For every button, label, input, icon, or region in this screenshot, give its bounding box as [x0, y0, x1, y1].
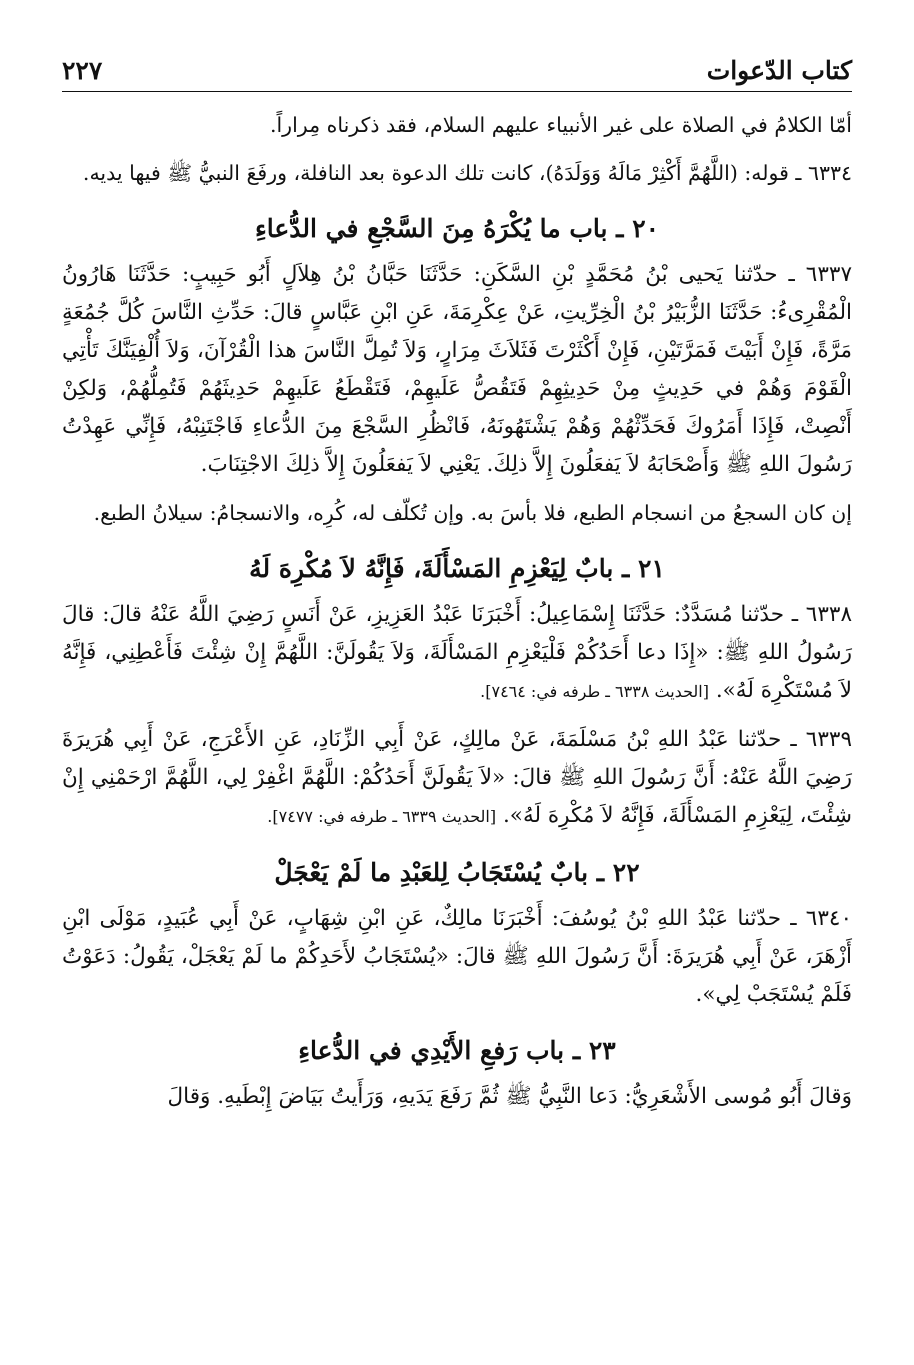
hadith-paragraph: ٦٣٤٠ ـ حدّثنا عَبْدُ اللهِ بْنُ يُوسُفَ: أَخْبَرَنَا مالِكٌ، عَنِ ابْنِ شِهَابٍ، عَنْ أَبِي عُبَيدٍ، مَوْلَى ابْنِ أَزْهَرَ، عَنْ أَبِي هُرَيرَةَ: أَنَّ رَسُولَ اللهِ ﷺ قالَ: «يُسْتَجَابُ لأَحَدِكُمْ ما لَمْ يَعْجَلْ، يَقُولُ: دَعَوْتُ فَلَمْ يُسْتَجَبْ لِي». — [62, 906, 852, 1007]
commentary-paragraph: إن كان السجعُ من انسجام الطبع، فلا بأسَ به. وإن تُكلّف له، كُرِه، والانسجامُ: سيلانُ الطبع. — [93, 501, 852, 525]
hadith-paragraph: ٦٣٣٧ ـ حدّثنا يَحيى بْنُ مُحَمَّدٍ بْنِ السَّكَنِ: حَدَّثَنَا حَبَّانُ بْنُ هِلاَلٍ أَبُو حَبِيبٍ: حَدَّثَنَا هَارُونُ الْمُقْرِىءُ: حَدَّثَنَا الزُّبَيْرُ بْنُ الْخِرِّيتِ، عَنْ عِكْرِمَةَ، عَنِ ابْنِ عَبَّاسٍ قالَ: حَدِّثِ النَّاسَ كُلَّ جُمُعَةٍ مَرَّةً، فَإِنْ أَبَيْتَ فَمَرَّتَيْنِ، فَإِنْ أَكْثَرْتَ فَثَلاَثَ مِرَارٍ، وَلاَ تُمِلَّ النَّاسَ هذا الْقُرْآنَ، وَلاَ أُلْفِيَنَّكَ تَأْتِي الْقَوْمَ وَهُمْ في حَدِيثٍ مِنْ حَدِيثِهِمْ فَتَقُصُّ عَلَيهِمْ، فَتَقْطَعُ عَلَيهِمْ حَدِيثَهُمْ فَتُمِلُّهُمْ، وَلكِنْ أَنْصِتْ، فَإِذَا أَمَرُوكَ فَحَدِّثْهُمْ وَهُمْ يَشْتَهُونَهُ، فَانْظُرِ السَّجْعَ مِنَ الدُّعاءِ فَاجْتَنِبْهُ، فَإِنِّي عَهِدْتُ رَسُولَ اللهِ ﷺ وَأَصْحَابَهُ لاَ يَفعَلُونَ إِلاَّ ذلِكَ. يَعْنِي لاَ يَفعَلُونَ إِلاَّ ذلِكَ الاجْتِنَابَ. — [62, 262, 852, 477]
chapter-heading: ٢١ ـ بابٌ لِيَعْزِمِ المَسْأَلَةَ، فَإِنَّهُ لاَ مُكْرِهَ لَهُ — [249, 554, 665, 583]
commentary-paragraph: أمّا الكلامُ في الصلاة على غير الأنبياء عليهم السلام، فقد ذكرناه مِراراً. — [269, 113, 852, 137]
chapter-heading: ٢٢ ـ بابٌ يُسْتَجَابُ لِلعَبْدِ ما لَمْ يَعْجَلْ — [274, 858, 640, 887]
commentary-paragraph: ٦٣٣٤ ـ قوله: (اللَّهُمَّ أَكْثِرْ مَالَهُ وَوَلَدَهُ)، كانت تلك الدعوة بعد النافلة، ورفَعَ النبيُّ ﷺ فيها يديه. — [82, 161, 852, 185]
hadith-text: ٦٣٣٩ ـ حدّثنا عَبْدُ اللهِ بْنُ مَسْلَمَةَ، عَنْ مالِكٍ، عَنْ أَبِي الزِّنَادِ، عَنِ الأَعْرَجِ، عَنْ أَبِي هُرَيرَةَ رَضِيَ اللَّهُ عَنْهُ: أَنَّ رَسُولَ اللهِ ﷺ قالَ: «لاَ يَقُولَنَّ أَحَدُكُمْ: اللَّهُمَّ اغْفِرْ لِي، اللَّهُمَّ ارْحَمْنِي إِنْ شِئْتَ، لِيَعْزِمِ المَسْأَلَةَ، فَإِنَّهُ لاَ مُكْرِهَ لَهُ». — [62, 727, 852, 828]
hadith-reference: [الحديث ٦٣٣٨ ـ طرفه في: ٧٤٦٤]. — [480, 682, 709, 701]
hadith-paragraph — [62, 596, 852, 711]
running-title: كتاب الدّعوات — [706, 56, 852, 85]
hadith-text: ٦٣٣٨ ـ حدّثنا مُسَدَّدٌ: حَدَّثَنَا إِسْمَاعِيلُ: أَخْبَرَنَا عَبْدُ العَزِيزِ، عَنْ أَنَسٍ رَضِيَ اللَّهُ عَنْهُ قالَ: قالَ رَسُولُ اللهِ ﷺ: «إِذَا دعا أَحَدُكُمْ فَلْيَعْزِمِ المَسْأَلَةَ، وَلاَ يَقُولَنَّ: اللَّهُمَّ إِنْ شِئْتَ فَأَعْطِنِي، فَإِنَّهُ لاَ مُسْتَكْرِهَ لَهُ». — [62, 602, 852, 703]
chapter-heading: ٢٣ ـ باب رَفعِ الأَيْدِي في الدُّعاءِ — [298, 1036, 616, 1065]
chapter-heading: ٢٠ ـ باب ما يُكْرَهُ مِنَ السَّجْعِ في الدُّعاءِ — [254, 214, 660, 243]
page-number: ٢٢٧ — [62, 56, 103, 85]
hadith-paragraph: وَقالَ أَبُو مُوسى الأَشْعَرِيُّ: دَعا النَّبِيُّ ﷺ ثُمَّ رَفَعَ يَدَيهِ، وَرَأَيتُ بَيَاضَ إِبْطَيهِ. وَقالَ — [167, 1084, 852, 1109]
hadith-paragraph — [62, 721, 852, 836]
page-header — [62, 56, 852, 92]
hadith-reference: [الحديث ٦٣٣٩ ـ طرفه في: ٧٤٧٧]. — [267, 807, 497, 826]
